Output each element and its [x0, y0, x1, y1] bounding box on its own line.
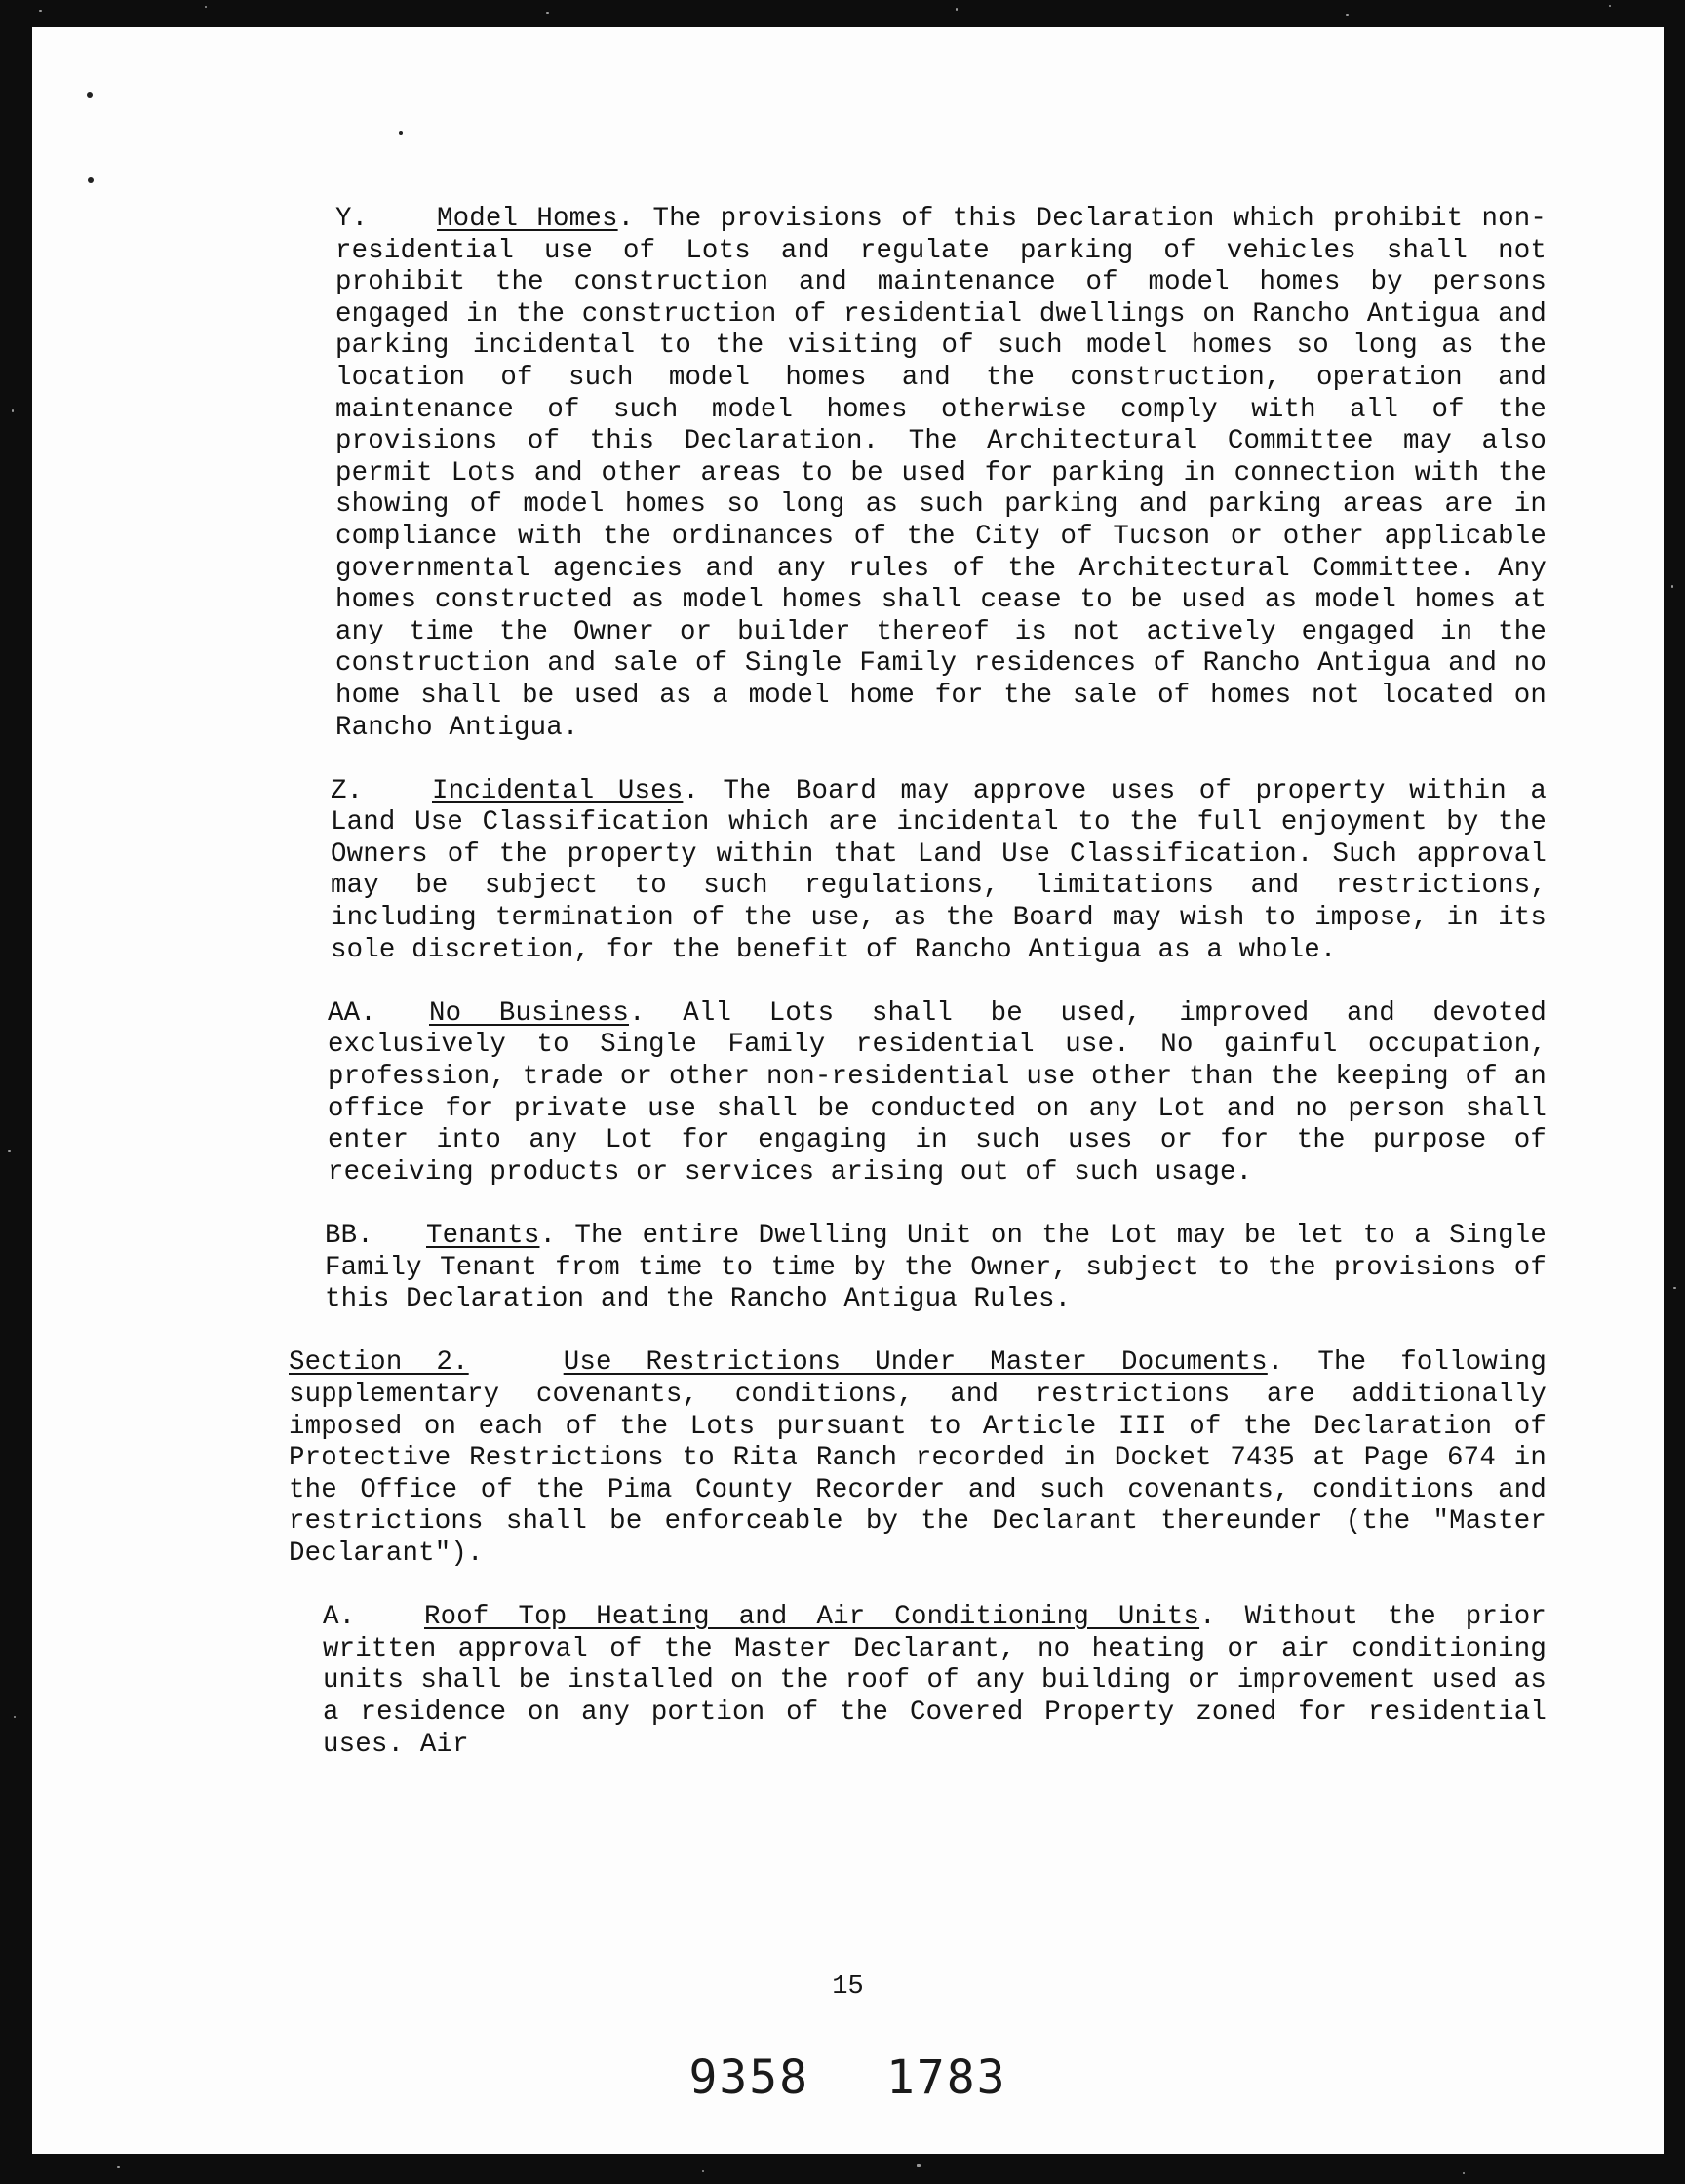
- paragraph-text: . The provisions of this Declaration which prohibit non-residential use of Lots and regulate parking of vehicles shall not prohibit the construction and maintenance of model homes by persons engaged in the construction of residential dwellings on Rancho Antigua and parking incidental to the visiting of such model homes so long as the location of such model homes and the construction, operation and maintenance of such model homes otherwise comply with all of the provisions of this Declaration. The Architectural Committee may also permit Lots and other areas to be used for parking in connection with the showing of model homes so long as such parking and parking areas are in compliance with the ordinances of the City of Tucson or other applicable governmental agencies and any rules of the Architectural Committee. Any homes constructed as model homes shall cease to be used as model homes at any time the Owner or builder thereof is not actively engaged in the construction and sale of Single Family residences of Rancho Antigua and no home shall be used as a model home for the sale of homes not located on Rancho Antigua.: [335, 204, 1547, 743]
- paragraph-model-homes: [335, 204, 1547, 744]
- scan-speck: [117, 2166, 120, 2168]
- paragraph-incidental-uses: [331, 776, 1547, 967]
- paragraph-heading: Tenants: [426, 1221, 540, 1251]
- scan-speck: [1671, 585, 1673, 588]
- document-body: [289, 204, 1547, 1793]
- margin-dot: [87, 92, 93, 98]
- section-2-paragraph: [289, 1347, 1547, 1570]
- scan-speck: [14, 1716, 16, 1718]
- paragraph-no-business: [328, 998, 1547, 1190]
- paragraph-label: A.: [323, 1602, 356, 1633]
- paragraph-text: . All Lots shall be used, improved and devoted exclusively to Single Family residential use. No gainful occupation, profession, trade or other non-residential use other than the keeping of an office for private use shall be conducted on any Lot and no person shall enter into any Lot for engaging in such uses or for the purpose of receiving products or services arising out of such usage.: [328, 997, 1547, 1188]
- paragraph-text: . The Board may approve uses of property within a Land Use Classification which are incidental to the full enjoyment by the Owners of the property within that Land Use Classification. Such approval may be subject to such regulations, limitations and restrictions, including termination of the use, as the Board may wish to impose, in its sole discretion, for the benefit of Rancho Antigua as a whole.: [331, 775, 1548, 965]
- margin-dot: [399, 131, 403, 135]
- scan-speck: [12, 410, 14, 412]
- section-label: Section 2.: [289, 1347, 469, 1379]
- scan-speck: [39, 10, 42, 12]
- scan-speck: [917, 2164, 921, 2167]
- paragraph-label: Z.: [331, 775, 364, 806]
- paragraph-roof-top-units: [323, 1602, 1547, 1761]
- paragraph-heading: Incidental Uses: [432, 775, 684, 806]
- paragraph-label: BB.: [325, 1221, 373, 1251]
- paragraph-label: Y.: [335, 204, 369, 234]
- paragraph-text: . The entire Dwelling Unit on the Lot may be let to a Single Family Tenant from time to time by the Owner, subject to the provisions of this Declaration and the Rancho Antigua Rules.: [325, 1221, 1547, 1315]
- paragraph-text: . Without the prior written approval of the Master Declarant, no heating or air conditioning units shall be installed on the roof of any building or improvement used as a residence on any portion of the Covered Property zoned for residential uses. Air: [323, 1602, 1547, 1760]
- margin-dot: [88, 177, 94, 183]
- scan-speck: [702, 2170, 704, 2172]
- scan-speck: [546, 12, 549, 14]
- scan-speck: [1609, 5, 1611, 7]
- paragraph-heading: Model Homes: [437, 204, 618, 234]
- scan-speck: [1463, 2172, 1465, 2174]
- paragraph-text: . The following supplementary covenants, conditions, and restrictions are additionally imposed on each of the Lots pursuant to Article III of the Declaration of Protective Restrictions to Rita Ranch recorded in Docket 7435 at Page 674 in the Office of the Pima County Recorder and such covenants, conditions and restrictions shall be enforceable by the Declarant thereunder (the "Master Declarant").: [289, 1347, 1547, 1569]
- scan-speck: [1346, 14, 1349, 16]
- section-heading: Use Restrictions Under Master Documents: [563, 1347, 1268, 1379]
- paragraph-heading: Roof Top Heating and Air Conditioning Units: [424, 1602, 1200, 1633]
- document-page: [32, 27, 1664, 2154]
- paragraph-label: AA.: [328, 997, 376, 1029]
- scan-speck: [1673, 1287, 1676, 1289]
- paragraph-heading: No Business: [429, 997, 629, 1029]
- paragraph-tenants: [325, 1221, 1547, 1316]
- docket-stamp: 9358 1783: [688, 2050, 1007, 2105]
- scan-speck: [956, 8, 958, 11]
- page-number: 15: [832, 1972, 864, 2002]
- scan-speck: [205, 6, 207, 8]
- scan-speck: [8, 1150, 11, 1152]
